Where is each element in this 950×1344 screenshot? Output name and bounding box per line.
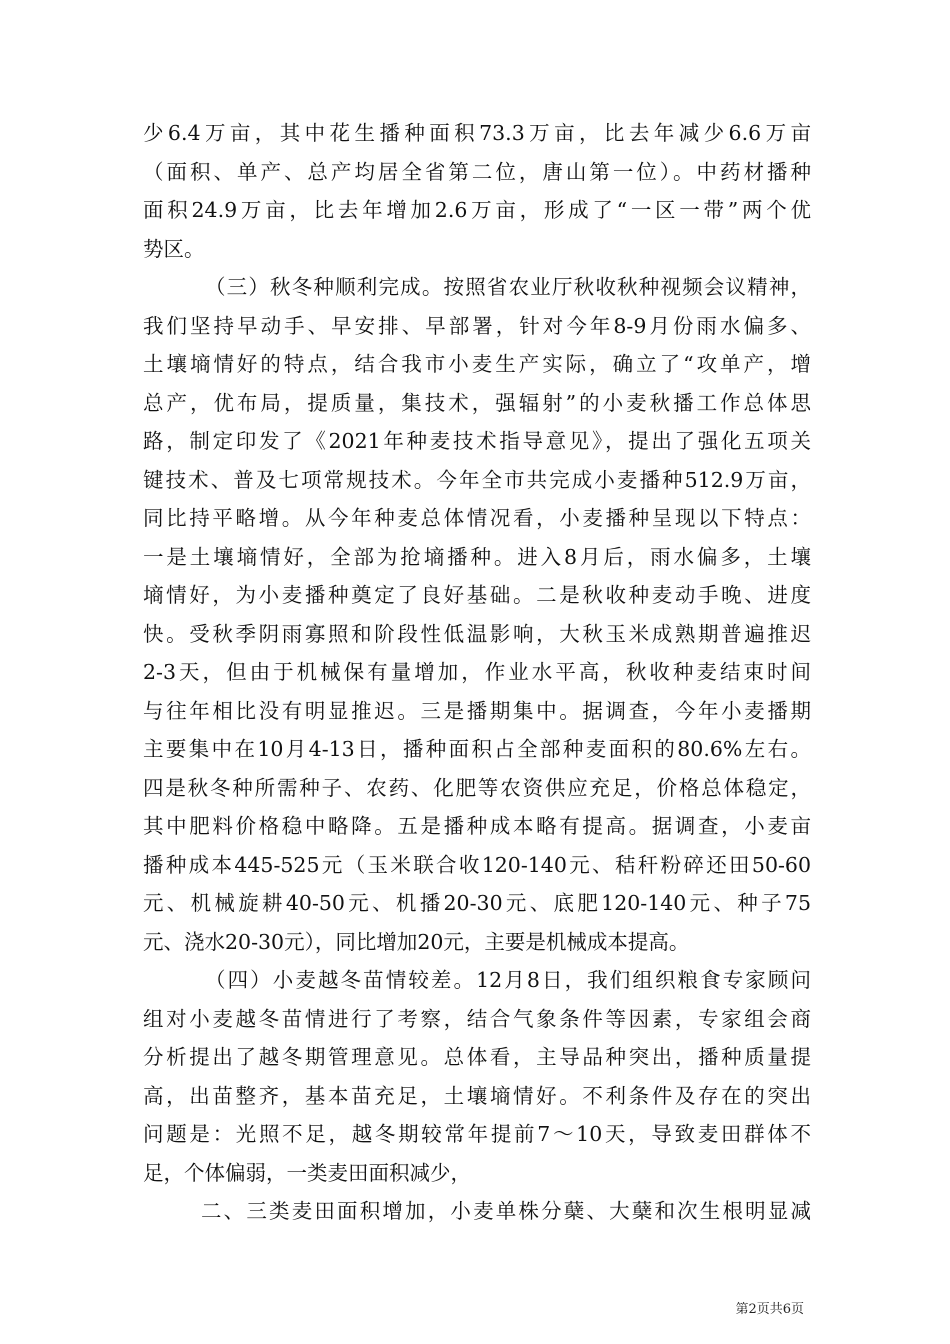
text-line: 问题是：光照不足，越冬期较常年提前7～10天，导致麦田群体不	[143, 1122, 811, 1146]
text-line: 四是秋冬种所需种子、农药、化肥等农资供应充足，价格总体稳定，	[143, 775, 811, 800]
text-line: 足，个体偏弱，一类麦田面积减少，	[143, 1160, 471, 1185]
text-line: （面积、单产、总产均居全省第二位，唐山第一位）。中药材播种	[143, 159, 811, 184]
text-line: 面积24.9万亩，比去年增加2.6万亩，形成了“一区一带”两个优	[143, 198, 811, 222]
text-line: 元、浇水20-30元），同比增加20元，主要是机械成本提高。	[143, 929, 690, 954]
text-line: 土壤墒情好的特点，结合我市小麦生产实际，确立了“攻单产，增	[143, 352, 811, 376]
text-line: 同比持平略增。从今年种麦总体情况看，小麦播种呈现以下特点：	[143, 506, 811, 530]
paragraph-start-line: （三）秋冬种顺利完成。按照省农业厅秋收秋种视频会议精神，	[205, 275, 811, 299]
text-line: 元、机械旋耕40-50元、机播20-30元、底肥120-140元、种子75	[143, 891, 811, 915]
text-line: 播种成本445-525元（玉米联合收120-140元、秸秆粉碎还田50-60	[143, 852, 811, 877]
text-line: 高，出苗整齐，基本苗充足，土壤墒情好。不利条件及存在的突出	[143, 1083, 811, 1108]
paragraph-start-line: 二、三类麦田面积增加，小麦单株分蘖、大蘖和次生根明显减	[201, 1199, 811, 1223]
text-line: 少6.4万亩，其中花生播种面积73.3万亩，比去年减少6.6万亩	[143, 121, 811, 145]
text-line: 路，制定印发了《2021年种麦技术指导意见》，提出了强化五项关	[143, 429, 811, 453]
text-line: 快。受秋季阴雨寡照和阶段性低温影响，大秋玉米成熟期普遍推迟	[143, 621, 811, 646]
text-line: 总产，优布局，提质量，集技术，强辐射”的小麦秋播工作总体思	[143, 390, 811, 415]
page-number: 第2页共6页	[735, 1302, 804, 1317]
text-line: 2-3天，但由于机械保有量增加，作业水平高，秋收种麦结束时间	[143, 660, 811, 684]
text-line: 组对小麦越冬苗情进行了考察，结合气象条件等因素，专家组会商	[143, 1006, 811, 1031]
text-line: 键技术、普及七项常规技术。今年全市共完成小麦播种512.9万亩，	[143, 467, 811, 492]
text-line: 主要集中在10月4-13日，播种面积占全部种麦面积的80.6%左右。	[143, 737, 811, 761]
text-line: 与往年相比没有明显推迟。三是播期集中。据调查，今年小麦播期	[143, 698, 811, 723]
text-line: 我们坚持早动手、早安排、早部署，针对今年8-9月份雨水偏多、	[143, 313, 811, 338]
text-line: 分析提出了越冬期管理意见。总体看，主导品种突出，播种质量提	[143, 1045, 811, 1069]
text-line: 势区。	[143, 236, 205, 261]
text-line: 其中肥料价格稳中略降。五是播种成本略有提高。据调查，小麦亩	[143, 814, 811, 838]
document-body	[143, 114, 811, 1231]
text-line: 一是土壤墒情好，全部为抢墒播种。进入8月后，雨水偏多，土壤	[143, 544, 811, 569]
paragraph-start-line: （四）小麦越冬苗情较差。12月8日，我们组织粮食专家顾问	[205, 968, 811, 992]
text-line: 墒情好，为小麦播种奠定了良好基础。二是秋收种麦动手晚、进度	[143, 583, 811, 607]
